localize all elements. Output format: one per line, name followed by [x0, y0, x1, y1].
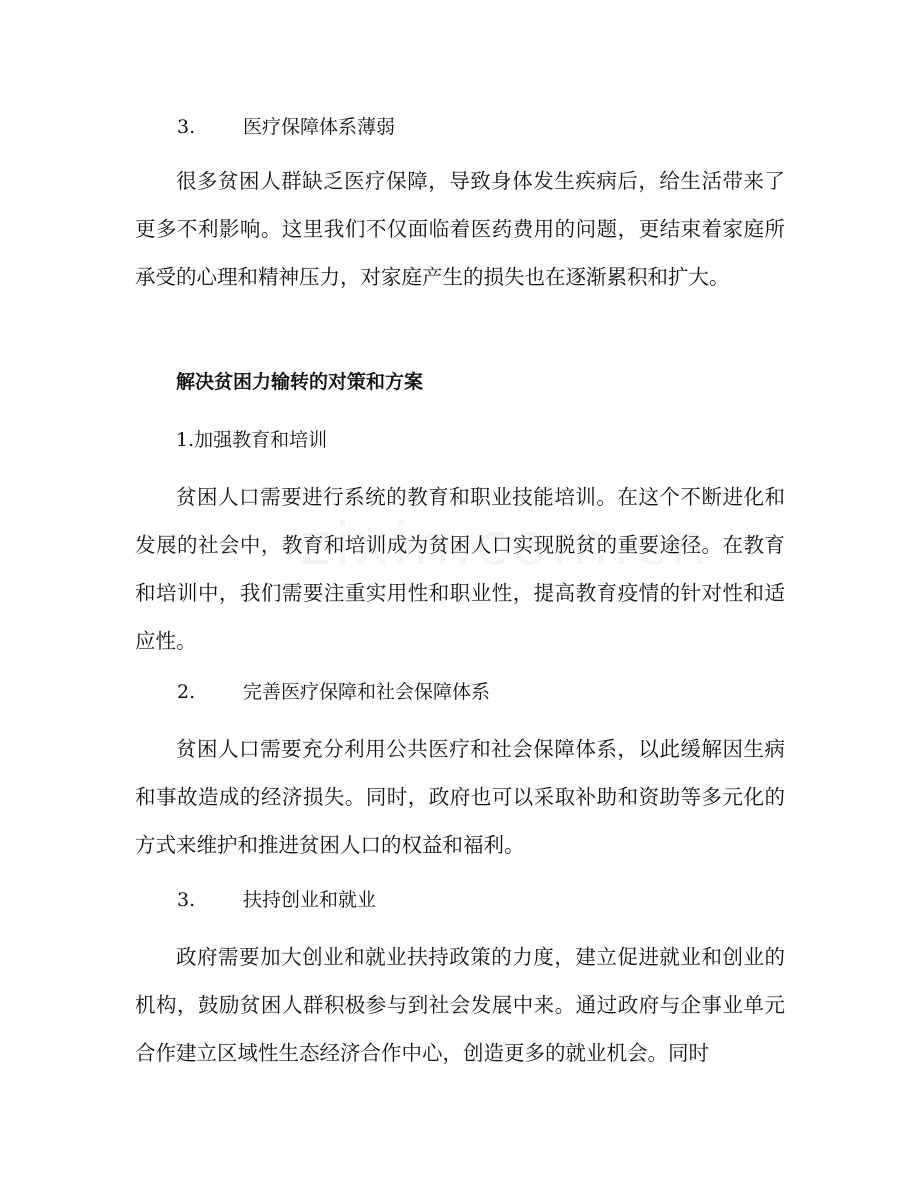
list-title: 医疗保障体系薄弱 [243, 116, 396, 138]
paragraph-employment: 政府需要加大创业和就业扶持政策的力度，建立促进就业和创业的机构，鼓励贫困人群积极参与到社会发展中来。通过政府与企事业单元合作建立区域性生态经济合作中心，创造更多的就业机会。同时 [135, 945, 785, 1065]
paragraph-security: 贫困人口需要充分利用公共医疗和社会保障体系，以此缓解因生病和事故造成的经济损失。同时，政府也可以采取补助和资助等多元化的方式来维护和推进贫困人口的权益和福利。 [135, 737, 785, 857]
paragraph-medical-weak: 很多贫困人群缺乏医疗保障，导致身体发生疾病后，给生活带来了更多不利影响。这里我们不仅面临着医药费用的问题，更结束着家庭所承受的心理和精神压力，对家庭产生的损失也在逐渐累积和扩大。 [135, 169, 785, 289]
list-number: 2. [177, 681, 196, 703]
list-title: 扶持创业和就业 [243, 889, 377, 911]
section-heading: 解决贫困力输转的对策和方案 [176, 371, 424, 393]
list-number: 3. [177, 116, 196, 138]
subheading-education: 1.加强教育和培训 [176, 429, 328, 451]
paragraph-education: 贫困人口需要进行系统的教育和职业技能培训。在这个不断进化和发展的社会中，教育和培训成为贫困人口实现脱贫的重要途径。在教育和培训中，我们需要注重实用性和职业性，提高教育疫情的针对性和适应性。 [135, 485, 785, 653]
list-number: 3. [177, 889, 196, 911]
list-title: 完善医疗保障和社会保障体系 [243, 681, 491, 703]
